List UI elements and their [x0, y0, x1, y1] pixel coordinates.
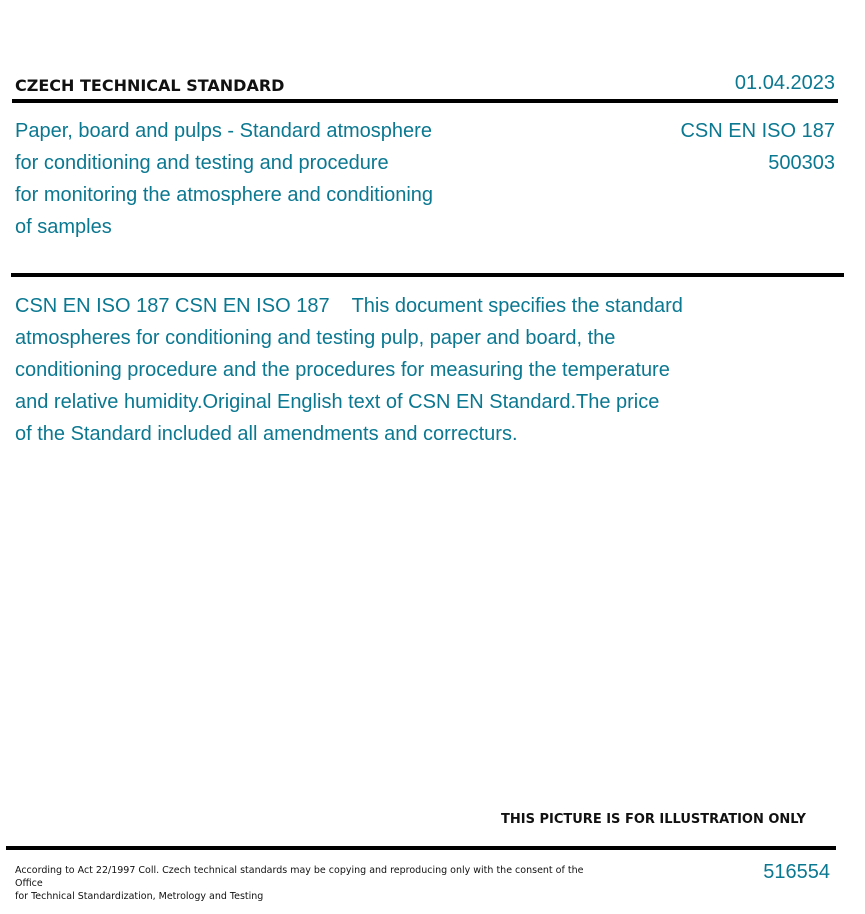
standard-title [15, 115, 485, 243]
standard-designation: CSN EN ISO 187 [680, 120, 835, 142]
abstract-line: of the Standard included all amendments and correcturs. [15, 423, 518, 445]
issue-date: 01.04.2023 [734, 72, 835, 94]
legal-line: for Technical Standardization, Metrology and Testing [15, 891, 264, 902]
abstract-text [15, 290, 750, 450]
legal-notice [15, 864, 585, 903]
bottom-divider [6, 846, 836, 850]
top-divider [12, 99, 838, 103]
abstract-line: conditioning procedure and the procedures for measuring the temperature [15, 359, 670, 381]
catalog-number: 516554 [763, 861, 830, 883]
abstract-line-text: This document specifies the standard [351, 295, 683, 317]
classification-code: 500303 [768, 152, 835, 174]
title-line: of samples [15, 216, 112, 238]
abstract-line: atmospheres for conditioning and testing pulp, paper and board, the [15, 327, 616, 349]
abstract-line [15, 290, 750, 322]
abstract-line: and relative humidity.Original English text of CSN EN Standard.The price [15, 391, 660, 413]
title-line: Paper, board and pulps - Standard atmosphere [15, 120, 432, 142]
illustration-disclaimer: THIS PICTURE IS FOR ILLUSTRATION ONLY [501, 812, 806, 827]
title-line: for monitoring the atmosphere and conditioning [15, 184, 434, 206]
title-line: for conditioning and testing and procedure [15, 152, 389, 174]
middle-divider [11, 273, 844, 277]
legal-line: According to Act 22/1997 Coll. Czech technical standards may be copying and reproducing only with the consent of the Office [15, 865, 584, 889]
abstract-designations: CSN EN ISO 187 CSN EN ISO 187 [15, 295, 330, 317]
document-type-label: CZECH TECHNICAL STANDARD [15, 76, 285, 95]
standard-identifiers [680, 115, 835, 179]
